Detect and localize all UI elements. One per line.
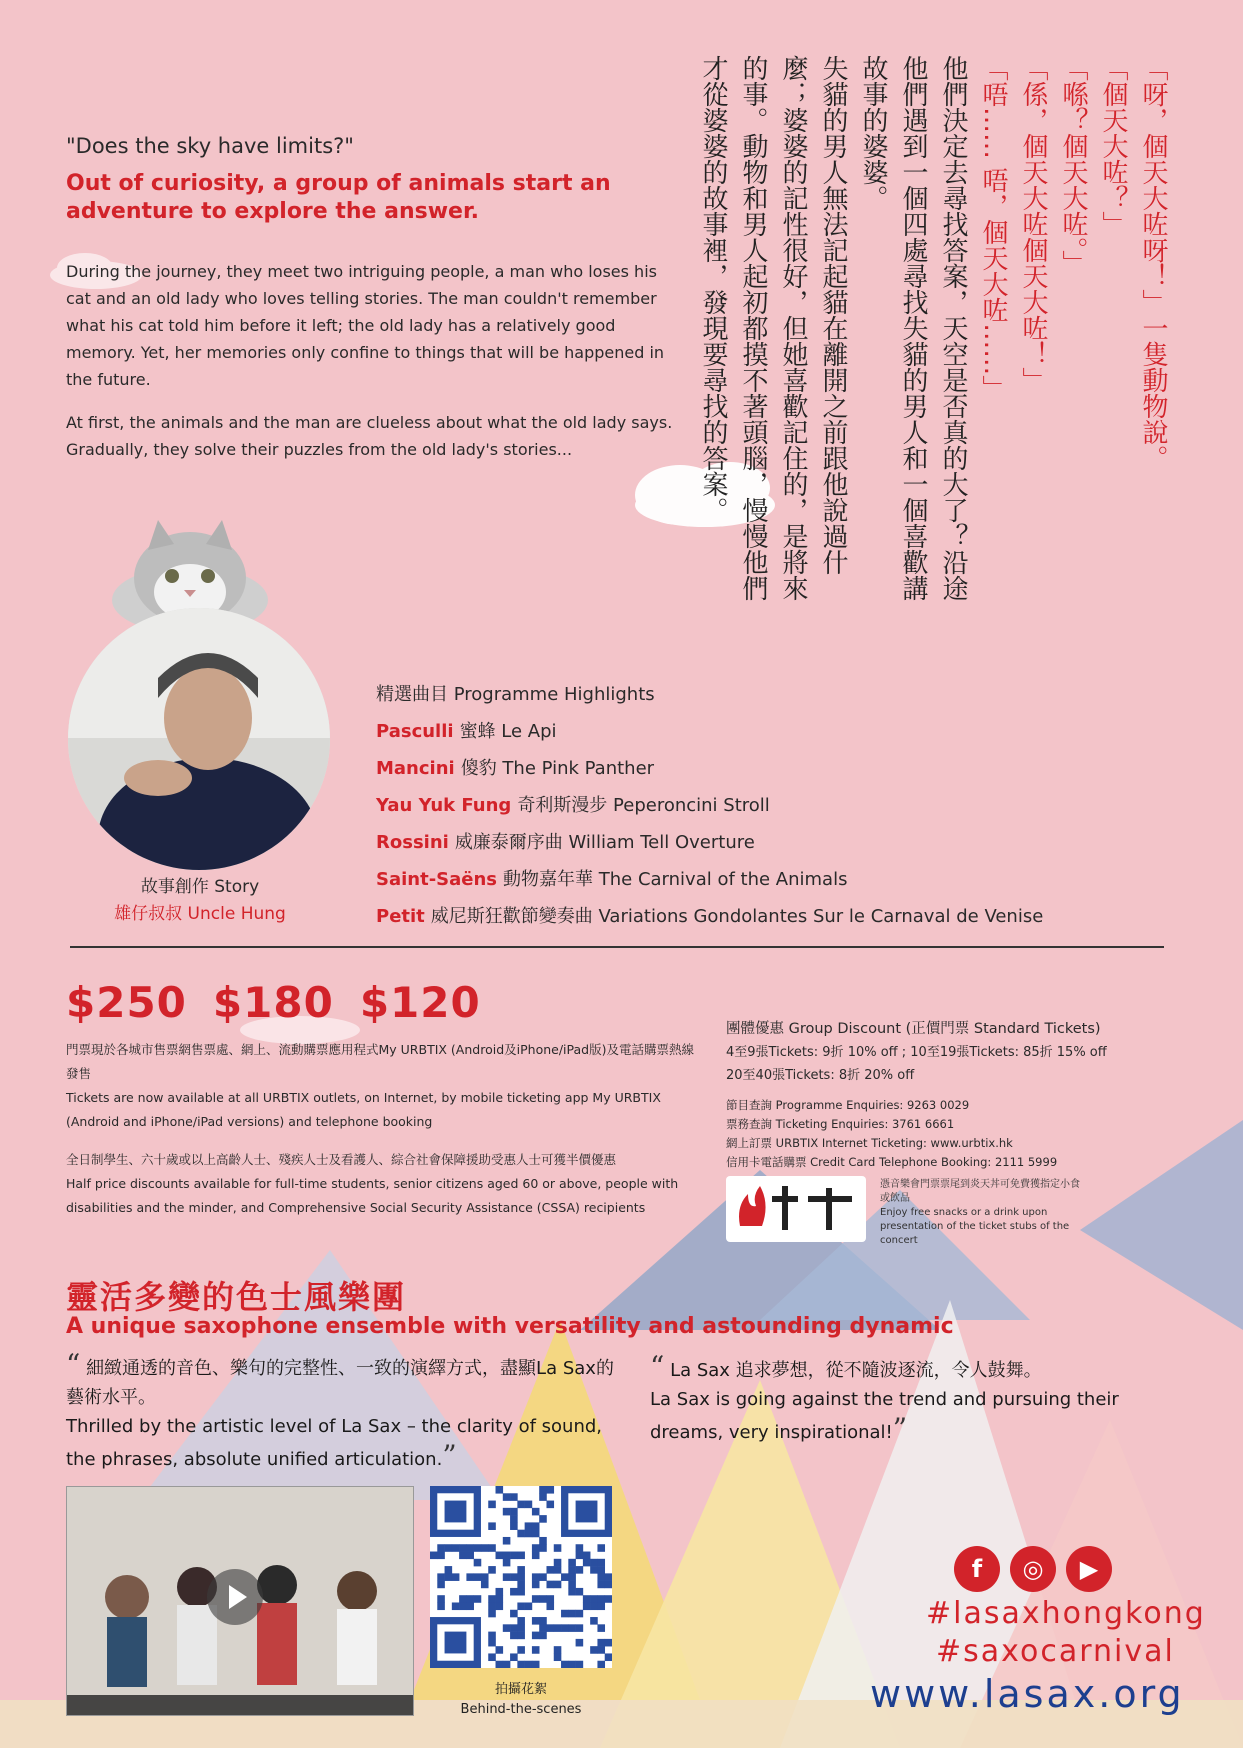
group-discount-line: 4至9張Tickets: 9折 10% off ; 10至19張Tickets: 85折 15% off [726, 1045, 1107, 1060]
instagram-icon[interactable]: ◎ [1010, 1546, 1056, 1592]
piece-title: 威尼斯狂歡節變奏曲 Variations Gondolantes Sur le Carnaval de Venise [430, 906, 1044, 927]
play-button[interactable] [207, 1569, 263, 1625]
story-credit-name: 雄仔叔叔 Uncle Hung [114, 904, 286, 924]
portrait-image [68, 608, 330, 870]
ticket-note [66, 1038, 706, 1134]
dialogue-line: 「唔…… 唔，個天大咗……」 [978, 55, 1008, 402]
half-price-en: Half price discounts available for full-time students, senior citizens aged 60 or above, people with disabilities and the minder, and Comprehensive Social Security Assistance (CSSA) recipients [66, 1176, 679, 1215]
quote-open-icon: “ [650, 1350, 665, 1383]
social-links [954, 1546, 1122, 1592]
enquiry-line: 節目查詢 Programme Enquiries: 9263 0029 [726, 1098, 970, 1112]
story-credit [70, 874, 330, 928]
hashtag[interactable]: #lasaxhongkong [926, 1596, 1206, 1631]
half-price-zh: 全日制學生、六十歲或以上高齡人士、殘疾人士及看護人、綜合社會保障援助受惠人士可獲半價優惠 [66, 1152, 617, 1167]
review-quote [650, 1352, 1170, 1447]
review-zh: La Sax 追求夢想，從不隨波逐流，令人鼓舞。 [670, 1360, 1042, 1381]
ticket-sale-en: Tickets are now available at all URBTIX outlets, on Internet, by mobile ticketing app My URBTIX (Android and iPhone/iPad versions) and telephone booking [66, 1090, 661, 1129]
programme-item [376, 898, 1043, 935]
group-discount-line: 20至40張Tickets: 8折 20% off [726, 1068, 915, 1083]
programme-title: 精選曲目 Programme Highlights [376, 684, 655, 705]
programme-item [376, 824, 1043, 861]
piece-title: 傻豹 The Pink Panther [460, 758, 655, 779]
youtube-icon[interactable]: ▶ [1066, 1546, 1112, 1592]
qr-code[interactable] [430, 1486, 612, 1668]
story-credit-label: 故事創作 Story [140, 877, 260, 897]
composer-name: Pasculli [376, 721, 454, 742]
story-paragraph: During the journey, they meet two intriguing people, a man who loses his cat and an old lady who loves telling stories. The man couldn't remember what his cat told him before it left; the old lady has a relatively good memory. Yet, her memories only confine to things that will be happened in the future. [66, 262, 665, 389]
composer-name: Rossini [376, 832, 449, 853]
programme-item [376, 750, 1043, 787]
dialogue-line: 「係，個天大咗個天大咗！」 [1018, 55, 1048, 393]
review-zh: 細緻通透的音色、樂句的完整性、一致的演繹方式，盡顯La Sax的藝術水平。 [66, 1358, 614, 1408]
ticket-info [66, 1038, 706, 1234]
group-discount [726, 1018, 1176, 1087]
story-body [66, 258, 676, 479]
quote-close-icon: ” [892, 1412, 908, 1445]
enquiries [726, 1096, 1176, 1172]
storyteller-portrait [68, 608, 330, 870]
group-discount-title: 團體優惠 Group Discount (正價門票 Standard Tickets) [726, 1021, 1101, 1037]
video-player[interactable] [66, 1486, 414, 1716]
piece-title: 威廉泰爾序曲 William Tell Overture [454, 832, 755, 853]
programme-item [376, 713, 1043, 750]
dialogue-line: 「個天大咗？」 [1098, 55, 1128, 237]
story-paragraph: At first, the animals and the man are clueless about what the old lady says. Gradually, they solve their puzzles from the old lady's stories... [66, 413, 673, 459]
piece-title: 動物嘉年華 The Carnival of the Animals [503, 869, 848, 890]
review-en: Thrilled by the artistic level of La Sax – the clarity of sound, the phrases, absolute unified articulation. [66, 1416, 603, 1470]
ensemble-heading-zh: 靈活多變的色士風樂團 [66, 1278, 407, 1316]
story-paragraph: 他們決定去尋找答案，天空是否真的大了？沿途他們遇到一個四處尋找失貓的男人和一個喜歡講故事的婆婆。 [858, 55, 968, 601]
enquiry-line: 票務查詢 Ticketing Enquiries: 3761 6661 [726, 1117, 955, 1131]
sponsor-logo [726, 1176, 866, 1242]
quote-open-icon: “ [66, 1348, 81, 1381]
piece-title: 奇利斯漫步 Peperoncini Stroll [517, 795, 770, 816]
price: $120 [359, 978, 481, 1027]
snack-offer-zh: 憑音樂會門票票尾到炎天丼可免費獲指定小食或飲品 [880, 1179, 1080, 1204]
programme-item [376, 861, 1043, 898]
qr-code-image [430, 1486, 612, 1668]
qr-caption-zh: 拍攝花絮 [494, 1682, 547, 1697]
ticket-prices [66, 978, 507, 1027]
ensemble-heading-en: A unique saxophone ensemble with versatility and astounding dynamic [66, 1314, 954, 1339]
story-lead: Out of curiosity, a group of animals start an adventure to explore the answer. [66, 171, 611, 224]
qr-caption [430, 1680, 612, 1720]
hashtag[interactable]: #saxocarnival [936, 1634, 1175, 1669]
story-question: "Does the sky have limits?" [66, 134, 354, 158]
snack-offer [880, 1178, 1080, 1248]
vertical-story-text [693, 55, 1173, 615]
qr-caption-en: Behind-the-scenes [460, 1702, 582, 1717]
enquiry-line: 網上訂票 URBTIX Internet Ticketing: www.urbtix.hk [726, 1136, 1013, 1150]
dialogue-line: 「喺？個天大咗。」 [1058, 55, 1088, 276]
price: $250 [66, 978, 187, 1027]
composer-name: Saint-Saëns [376, 869, 498, 890]
discount-note [66, 1148, 706, 1220]
review-en: La Sax is going against the trend and pursuing their dreams, very inspirational! [650, 1389, 1119, 1443]
website-link[interactable]: www.lasax.org [870, 1672, 1185, 1716]
enquiry-line: 信用卡電話購票 Credit Card Telephone Booking: 2111 5999 [726, 1155, 1058, 1169]
review-quote [66, 1350, 626, 1474]
price: $180 [212, 978, 334, 1027]
sponsor-logo-image [726, 1176, 866, 1242]
piece-title: 蜜蜂 Le Api [459, 721, 557, 742]
facebook-icon[interactable]: f [954, 1546, 1000, 1592]
play-icon [207, 1569, 263, 1625]
composer-name: Mancini [376, 758, 455, 779]
composer-name: Petit [376, 906, 425, 927]
programme-item [376, 787, 1043, 824]
dialogue-line: 「呀，個天大咗呀！」一隻動物說。 [1138, 55, 1168, 471]
story-paragraph: 失貓的男人無法記起貓在離開之前跟他說過什麼；婆婆的記性很好，但她喜歡記住的，是將來的事。動物和男人起初都摸不著頭腦，慢慢他們才從婆婆的故事裡，發現要尋找的答案。 [698, 55, 848, 601]
programme-highlights [376, 676, 1043, 935]
composer-name: Yau Yuk Fung [376, 795, 512, 816]
section-divider [70, 946, 1164, 948]
snack-offer-en: Enjoy free snacks or a drink upon presentation of the ticket stubs of the concert [880, 1207, 1070, 1246]
ticket-sale-zh: 門票現於各城市售票網售票處、網上、流動購票應用程式My URBTIX (Android及iPhone/iPad版)及電話購票熱線發售 [66, 1042, 694, 1081]
quote-close-icon: ” [442, 1439, 457, 1472]
